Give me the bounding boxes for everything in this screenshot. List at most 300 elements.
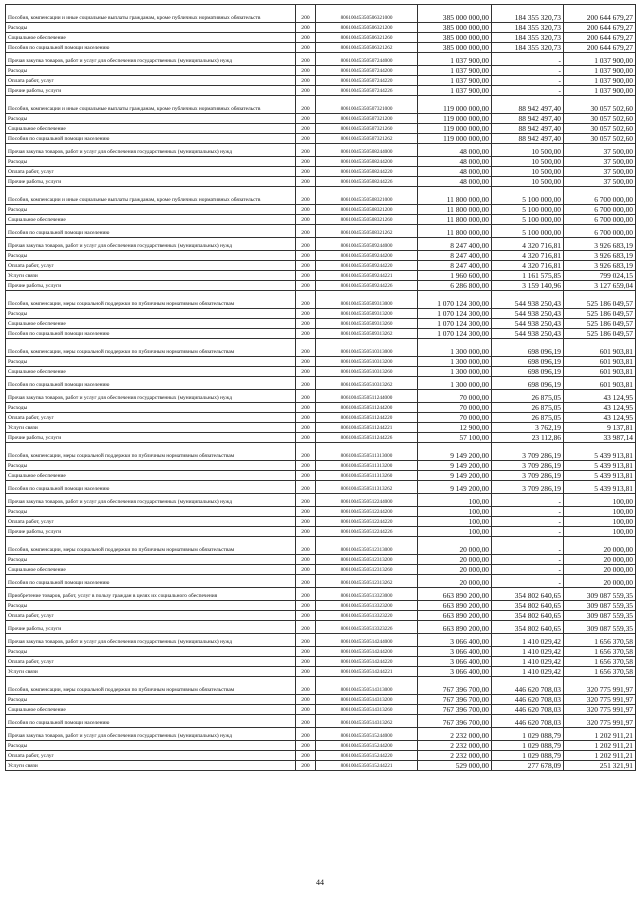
unexecuted-amount-cell: 525 186 049,57 (564, 291, 636, 309)
executed-amount-cell: 1 161 575,85 (492, 271, 564, 281)
approved-amount-cell: 1 037 900,00 (418, 53, 492, 66)
expense-name-cell: Оплата работ, услуг (6, 76, 296, 86)
approved-amount-cell: 100,00 (418, 527, 492, 537)
expense-name-cell: Расходы (6, 357, 296, 367)
expense-name-cell: Прочая закупка товаров, работ и услуг для обеспечения государственных (муниципальных) нужд (6, 53, 296, 66)
expense-name-cell: Пособия, компенсации и иные социальные выплаты гражданам, кроме публичных нормативных обязательств (6, 5, 296, 23)
table-row (6, 715, 636, 728)
budget-classification-code-cell: 80610045350509244221 (316, 271, 418, 281)
expense-name-cell: Оплата работ, услуг (6, 167, 296, 177)
table-row (6, 157, 636, 167)
expense-name-cell: Оплата работ, услуг (6, 413, 296, 423)
expense-name-cell: Социальное обеспечение (6, 319, 296, 329)
budget-classification-code-cell: 80610045350506321260 (316, 33, 418, 43)
unexecuted-amount-cell: 30 057 502,60 (564, 124, 636, 134)
unexecuted-amount-cell: 5 439 913,81 (564, 481, 636, 494)
unexecuted-amount-cell: 525 186 049,57 (564, 329, 636, 339)
table-row (6, 667, 636, 677)
unexecuted-amount-cell: 30 057 502,60 (564, 96, 636, 114)
executed-amount-cell: 5 100 000,00 (492, 205, 564, 215)
approved-amount-cell: 385 000 000,00 (418, 43, 492, 53)
unexecuted-amount-cell: 200 644 679,27 (564, 43, 636, 53)
expense-name-cell: Пособия, компенсации, меры социальной поддержки по публичным нормативным обязательствам (6, 537, 296, 555)
budget-classification-code-cell: 80610045350510313262 (316, 377, 418, 390)
executed-amount-cell: - (492, 494, 564, 507)
approved-amount-cell: 8 247 400,00 (418, 261, 492, 271)
unexecuted-amount-cell: 20 000,00 (564, 565, 636, 575)
table-row (6, 471, 636, 481)
budget-classification-code-cell: 80610045350512244226 (316, 527, 418, 537)
table-row (6, 215, 636, 225)
expense-name-cell: Оплата работ, услуг (6, 517, 296, 527)
expense-name-cell: Прочая закупка товаров, работ и услуг для обеспечения государственных (муниципальных) нужд (6, 238, 296, 251)
executed-amount-cell: 5 100 000,00 (492, 187, 564, 205)
executed-amount-cell: 446 620 708,03 (492, 705, 564, 715)
table-row (6, 634, 636, 647)
line-code-cell: 200 (296, 667, 316, 677)
budget-classification-code-cell: 80610045350511244221 (316, 423, 418, 433)
executed-amount-cell: 544 938 250,43 (492, 291, 564, 309)
line-code-cell: 200 (296, 621, 316, 634)
line-code-cell: 200 (296, 761, 316, 771)
executed-amount-cell: 1 029 088,79 (492, 751, 564, 761)
approved-amount-cell: 1 300 000,00 (418, 367, 492, 377)
executed-amount-cell: 4 320 716,81 (492, 238, 564, 251)
budget-classification-code-cell: 80610045350515244000 (316, 728, 418, 741)
table-row (6, 761, 636, 771)
table-row (6, 66, 636, 76)
expense-name-cell: Оплата работ, услуг (6, 611, 296, 621)
line-code-cell: 200 (296, 76, 316, 86)
budget-classification-code-cell: 80610045350509244220 (316, 261, 418, 271)
budget-classification-code-cell: 80610045350514244200 (316, 647, 418, 657)
executed-amount-cell: 544 938 250,43 (492, 309, 564, 319)
expense-name-cell: Расходы (6, 741, 296, 751)
line-code-cell: 200 (296, 741, 316, 751)
unexecuted-amount-cell: 43 124,95 (564, 403, 636, 413)
table-row (6, 433, 636, 443)
budget-classification-code-cell: 80610045350508321000 (316, 187, 418, 205)
unexecuted-amount-cell: 601 903,81 (564, 377, 636, 390)
approved-amount-cell: 3 066 400,00 (418, 667, 492, 677)
approved-amount-cell: 767 396 700,00 (418, 695, 492, 705)
table-row (6, 339, 636, 357)
expense-name-cell: Социальное обеспечение (6, 215, 296, 225)
executed-amount-cell: 88 942 497,40 (492, 114, 564, 124)
budget-classification-code-cell: 80610045350506321000 (316, 5, 418, 23)
unexecuted-amount-cell: 1 037 900,00 (564, 53, 636, 66)
expense-name-cell: Приобретение товаров, работ, услуг в пользу граждан в целях их социального обеспечения (6, 588, 296, 601)
budget-classification-code-cell: 80610045350507321262 (316, 134, 418, 144)
line-code-cell: 200 (296, 281, 316, 291)
expense-name-cell: Расходы (6, 647, 296, 657)
expense-name-cell: Расходы (6, 23, 296, 33)
line-code-cell: 200 (296, 157, 316, 167)
table-row (6, 225, 636, 238)
line-code-cell: 200 (296, 751, 316, 761)
expense-name-cell: Расходы (6, 555, 296, 565)
table-row (6, 507, 636, 517)
table-row (6, 53, 636, 66)
unexecuted-amount-cell: 20 000,00 (564, 555, 636, 565)
expense-name-cell: Расходы (6, 251, 296, 261)
line-code-cell: 200 (296, 634, 316, 647)
table-row (6, 124, 636, 134)
expense-name-cell: Пособия, компенсации, меры социальной поддержки по публичным нормативным обязательствам (6, 291, 296, 309)
unexecuted-amount-cell: 200 644 679,27 (564, 5, 636, 23)
expense-name-cell: Социальное обеспечение (6, 33, 296, 43)
line-code-cell: 200 (296, 601, 316, 611)
table-row (6, 403, 636, 413)
line-code-cell: 200 (296, 517, 316, 527)
line-code-cell: 200 (296, 215, 316, 225)
expense-name-cell: Расходы (6, 461, 296, 471)
expense-name-cell: Пособия по социальной помощи населению (6, 329, 296, 339)
table-row (6, 647, 636, 657)
table-row (6, 677, 636, 695)
unexecuted-amount-cell: 100,00 (564, 517, 636, 527)
table-row (6, 309, 636, 319)
line-code-cell: 200 (296, 134, 316, 144)
line-code-cell: 200 (296, 43, 316, 53)
table-row (6, 751, 636, 761)
line-code-cell: 200 (296, 461, 316, 471)
unexecuted-amount-cell: 1 037 900,00 (564, 66, 636, 76)
unexecuted-amount-cell: 251 321,91 (564, 761, 636, 771)
expense-name-cell: Расходы (6, 403, 296, 413)
unexecuted-amount-cell: 6 700 000,00 (564, 215, 636, 225)
budget-classification-code-cell: 80610045350510313260 (316, 367, 418, 377)
approved-amount-cell: 20 000,00 (418, 575, 492, 588)
approved-amount-cell: 1 070 124 300,00 (418, 309, 492, 319)
unexecuted-amount-cell: 37 500,00 (564, 144, 636, 157)
executed-amount-cell: 4 320 716,81 (492, 251, 564, 261)
executed-amount-cell: 23 112,86 (492, 433, 564, 443)
table-row (6, 517, 636, 527)
expense-name-cell: Расходы (6, 205, 296, 215)
budget-classification-code-cell: 80610045350507321000 (316, 96, 418, 114)
expense-name-cell: Услуги связи (6, 423, 296, 433)
budget-classification-code-cell: 80610045350511244220 (316, 413, 418, 423)
approved-amount-cell: 663 890 200,00 (418, 611, 492, 621)
executed-amount-cell: - (492, 575, 564, 588)
line-code-cell: 200 (296, 96, 316, 114)
executed-amount-cell: - (492, 86, 564, 96)
line-code-cell: 200 (296, 114, 316, 124)
unexecuted-amount-cell: 9 137,81 (564, 423, 636, 433)
line-code-cell: 200 (296, 23, 316, 33)
table-row (6, 601, 636, 611)
approved-amount-cell: 48 000,00 (418, 177, 492, 187)
approved-amount-cell: 2 232 000,00 (418, 741, 492, 751)
line-code-cell: 200 (296, 33, 316, 43)
table-row (6, 611, 636, 621)
line-code-cell: 200 (296, 507, 316, 517)
budget-classification-code-cell: 80610045350514244221 (316, 667, 418, 677)
approved-amount-cell: 663 890 200,00 (418, 601, 492, 611)
line-code-cell: 200 (296, 205, 316, 215)
unexecuted-amount-cell: 799 024,15 (564, 271, 636, 281)
approved-amount-cell: 70 000,00 (418, 390, 492, 403)
unexecuted-amount-cell: 525 186 049,57 (564, 319, 636, 329)
table-row (6, 134, 636, 144)
approved-amount-cell: 48 000,00 (418, 157, 492, 167)
executed-amount-cell: - (492, 507, 564, 517)
executed-amount-cell: 3 159 140,96 (492, 281, 564, 291)
unexecuted-amount-cell: 309 087 559,35 (564, 601, 636, 611)
table-row (6, 319, 636, 329)
budget-classification-code-cell: 80610045350512244000 (316, 494, 418, 507)
approved-amount-cell: 70 000,00 (418, 403, 492, 413)
expense-name-cell: Социальное обеспечение (6, 471, 296, 481)
executed-amount-cell: 1 029 088,79 (492, 741, 564, 751)
executed-amount-cell: - (492, 565, 564, 575)
line-code-cell: 200 (296, 423, 316, 433)
expense-name-cell: Прочая закупка товаров, работ и услуг для обеспечения государственных (муниципальных) нужд (6, 390, 296, 403)
budget-classification-code-cell: 80610045350507321200 (316, 114, 418, 124)
executed-amount-cell: 3 709 286,19 (492, 471, 564, 481)
unexecuted-amount-cell: 100,00 (564, 494, 636, 507)
line-code-cell: 200 (296, 309, 316, 319)
expense-name-cell: Прочие работы, услуги (6, 281, 296, 291)
executed-amount-cell: 544 938 250,43 (492, 329, 564, 339)
line-code-cell: 200 (296, 575, 316, 588)
executed-amount-cell: 1 410 029,42 (492, 657, 564, 667)
executed-amount-cell: 26 875,05 (492, 390, 564, 403)
approved-amount-cell: 767 396 700,00 (418, 677, 492, 695)
budget-classification-code-cell: 80610045350511313000 (316, 443, 418, 461)
approved-amount-cell: 119 000 000,00 (418, 124, 492, 134)
line-code-cell: 200 (296, 238, 316, 251)
budget-classification-code-cell: 80610045350509244200 (316, 251, 418, 261)
expense-name-cell: Пособия по социальной помощи населению (6, 43, 296, 53)
unexecuted-amount-cell: 309 087 559,35 (564, 588, 636, 601)
expense-name-cell: Расходы (6, 507, 296, 517)
budget-classification-code-cell: 80610045350507321260 (316, 124, 418, 134)
expense-name-cell: Прочие работы, услуги (6, 433, 296, 443)
approved-amount-cell: 119 000 000,00 (418, 134, 492, 144)
unexecuted-amount-cell: 1 656 370,58 (564, 647, 636, 657)
line-code-cell: 200 (296, 555, 316, 565)
table-row (6, 741, 636, 751)
budget-classification-code-cell: 80610045350509313000 (316, 291, 418, 309)
table-row (6, 588, 636, 601)
budget-classification-code-cell: 80610045350515244200 (316, 741, 418, 751)
unexecuted-amount-cell: 20 000,00 (564, 575, 636, 588)
line-code-cell: 200 (296, 124, 316, 134)
approved-amount-cell: 1 070 124 300,00 (418, 291, 492, 309)
unexecuted-amount-cell: 43 124,95 (564, 413, 636, 423)
approved-amount-cell: 11 800 000,00 (418, 205, 492, 215)
table-row (6, 43, 636, 53)
budget-classification-code-cell: 80610045350507244220 (316, 76, 418, 86)
budget-classification-code-cell: 80610045350511244000 (316, 390, 418, 403)
table-row (6, 621, 636, 634)
line-code-cell: 200 (296, 443, 316, 461)
approved-amount-cell: 12 900,00 (418, 423, 492, 433)
expense-name-cell: Прочая закупка товаров, работ и услуг для обеспечения государственных (муниципальных) нужд (6, 144, 296, 157)
table-row (6, 251, 636, 261)
expense-name-cell: Прочая закупка товаров, работ и услуг для обеспечения государственных (муниципальных) нужд (6, 494, 296, 507)
executed-amount-cell: 698 096,19 (492, 339, 564, 357)
executed-amount-cell: 88 942 497,40 (492, 124, 564, 134)
unexecuted-amount-cell: 1 656 370,58 (564, 657, 636, 667)
unexecuted-amount-cell: 1 656 370,58 (564, 634, 636, 647)
executed-amount-cell: 4 320 716,81 (492, 261, 564, 271)
approved-amount-cell: 48 000,00 (418, 167, 492, 177)
line-code-cell: 200 (296, 251, 316, 261)
budget-classification-code-cell: 80610045350511313260 (316, 471, 418, 481)
budget-classification-code-cell: 80610045350513323000 (316, 588, 418, 601)
budget-classification-code-cell: 80610045350509313260 (316, 319, 418, 329)
executed-amount-cell: 3 709 286,19 (492, 481, 564, 494)
approved-amount-cell: 11 800 000,00 (418, 225, 492, 238)
budget-classification-code-cell: 80610045350512244220 (316, 517, 418, 527)
approved-amount-cell: 2 232 000,00 (418, 728, 492, 741)
expense-name-cell: Социальное обеспечение (6, 565, 296, 575)
expense-name-cell: Пособия, компенсации, меры социальной поддержки по публичным нормативным обязательствам (6, 443, 296, 461)
expense-name-cell: Прочая закупка товаров, работ и услуг для обеспечения государственных (муниципальных) нужд (6, 728, 296, 741)
line-code-cell: 200 (296, 329, 316, 339)
budget-classification-code-cell: 80610045350510313000 (316, 339, 418, 357)
budget-report-sheet (5, 4, 635, 771)
approved-amount-cell: 385 000 000,00 (418, 5, 492, 23)
budget-classification-code-cell: 80610045350512313200 (316, 555, 418, 565)
approved-amount-cell: 385 000 000,00 (418, 23, 492, 33)
budget-classification-code-cell: 80610045350512313262 (316, 575, 418, 588)
table-row (6, 76, 636, 86)
table-row (6, 5, 636, 23)
unexecuted-amount-cell: 200 644 679,27 (564, 33, 636, 43)
executed-amount-cell: 354 802 640,65 (492, 601, 564, 611)
executed-amount-cell: 354 802 640,65 (492, 611, 564, 621)
table-row (6, 695, 636, 705)
unexecuted-amount-cell: 320 775 991,97 (564, 715, 636, 728)
approved-amount-cell: 1 070 124 300,00 (418, 319, 492, 329)
table-row (6, 271, 636, 281)
approved-amount-cell: 1 960 600,00 (418, 271, 492, 281)
budget-classification-code-cell: 80610045350508244226 (316, 177, 418, 187)
line-code-cell: 200 (296, 695, 316, 705)
line-code-cell: 200 (296, 390, 316, 403)
unexecuted-amount-cell: 1 202 911,21 (564, 751, 636, 761)
budget-classification-code-cell: 80610045350511313262 (316, 481, 418, 494)
approved-amount-cell: 3 066 400,00 (418, 657, 492, 667)
expense-name-cell: Пособия, компенсации, меры социальной поддержки по публичным нормативным обязательствам (6, 677, 296, 695)
line-code-cell: 200 (296, 53, 316, 66)
expense-name-cell: Оплата работ, услуг (6, 751, 296, 761)
approved-amount-cell: 11 800 000,00 (418, 215, 492, 225)
executed-amount-cell: 10 500,00 (492, 144, 564, 157)
expense-name-cell: Пособия по социальной помощи населению (6, 225, 296, 238)
line-code-cell: 200 (296, 611, 316, 621)
approved-amount-cell: 20 000,00 (418, 565, 492, 575)
table-row (6, 291, 636, 309)
approved-amount-cell: 119 000 000,00 (418, 114, 492, 124)
unexecuted-amount-cell: 1 202 911,21 (564, 728, 636, 741)
executed-amount-cell: - (492, 537, 564, 555)
line-code-cell: 200 (296, 187, 316, 205)
budget-classification-code-cell: 80610045350513323200 (316, 601, 418, 611)
unexecuted-amount-cell: 3 926 683,19 (564, 261, 636, 271)
approved-amount-cell: 100,00 (418, 507, 492, 517)
expense-name-cell: Услуги связи (6, 667, 296, 677)
unexecuted-amount-cell: 309 087 559,35 (564, 621, 636, 634)
table-row (6, 565, 636, 575)
line-code-cell: 200 (296, 377, 316, 390)
unexecuted-amount-cell: 5 439 913,81 (564, 443, 636, 461)
line-code-cell: 200 (296, 5, 316, 23)
approved-amount-cell: 1 300 000,00 (418, 377, 492, 390)
budget-classification-code-cell: 80610045350513323226 (316, 621, 418, 634)
budget-classification-code-cell: 80610045350510313200 (316, 357, 418, 367)
approved-amount-cell: 100,00 (418, 494, 492, 507)
executed-amount-cell: 88 942 497,40 (492, 134, 564, 144)
line-code-cell: 200 (296, 225, 316, 238)
table-row (6, 657, 636, 667)
unexecuted-amount-cell: 43 124,95 (564, 390, 636, 403)
approved-amount-cell: 20 000,00 (418, 555, 492, 565)
unexecuted-amount-cell: 320 775 991,97 (564, 695, 636, 705)
unexecuted-amount-cell: 6 700 000,00 (564, 225, 636, 238)
unexecuted-amount-cell: 1 656 370,58 (564, 667, 636, 677)
line-code-cell: 200 (296, 144, 316, 157)
line-code-cell: 200 (296, 167, 316, 177)
table-row (6, 443, 636, 461)
executed-amount-cell: 88 942 497,40 (492, 96, 564, 114)
executed-amount-cell: 3 709 286,19 (492, 443, 564, 461)
approved-amount-cell: 9 149 200,00 (418, 443, 492, 461)
expense-name-cell: Прочие работы, услуги (6, 621, 296, 634)
unexecuted-amount-cell: 1 202 911,21 (564, 741, 636, 751)
approved-amount-cell: 8 247 400,00 (418, 251, 492, 261)
budget-classification-code-cell: 80610045350506321262 (316, 43, 418, 53)
executed-amount-cell: 10 500,00 (492, 167, 564, 177)
line-code-cell: 200 (296, 647, 316, 657)
approved-amount-cell: 119 000 000,00 (418, 96, 492, 114)
table-row (6, 205, 636, 215)
expense-name-cell: Пособия, компенсации и иные социальные выплаты гражданам, кроме публичных нормативных обязательств (6, 187, 296, 205)
expense-name-cell: Расходы (6, 157, 296, 167)
table-row (6, 705, 636, 715)
table-row (6, 367, 636, 377)
approved-amount-cell: 1 300 000,00 (418, 339, 492, 357)
executed-amount-cell: 277 678,09 (492, 761, 564, 771)
unexecuted-amount-cell: 1 037 900,00 (564, 86, 636, 96)
table-row (6, 575, 636, 588)
unexecuted-amount-cell: 3 127 659,04 (564, 281, 636, 291)
table-row (6, 555, 636, 565)
table-row (6, 461, 636, 471)
executed-amount-cell: 1 410 029,42 (492, 647, 564, 657)
budget-classification-code-cell: 80610045350514244000 (316, 634, 418, 647)
table-row (6, 86, 636, 96)
expense-name-cell: Пособия по социальной помощи населению (6, 134, 296, 144)
budget-classification-code-cell: 80610045350514313200 (316, 695, 418, 705)
executed-amount-cell: 3 709 286,19 (492, 461, 564, 471)
unexecuted-amount-cell: 37 500,00 (564, 177, 636, 187)
unexecuted-amount-cell: 601 903,81 (564, 357, 636, 367)
budget-classification-code-cell: 80610045350512244200 (316, 507, 418, 517)
line-code-cell: 200 (296, 177, 316, 187)
executed-amount-cell: - (492, 555, 564, 565)
line-code-cell: 200 (296, 291, 316, 309)
budget-classification-code-cell: 80610045350506321200 (316, 23, 418, 33)
budget-classification-code-cell: 80610045350513323220 (316, 611, 418, 621)
executed-amount-cell: 184 355 320,73 (492, 33, 564, 43)
budget-classification-code-cell: 80610045350507244000 (316, 53, 418, 66)
expense-name-cell: Оплата работ, услуг (6, 657, 296, 667)
